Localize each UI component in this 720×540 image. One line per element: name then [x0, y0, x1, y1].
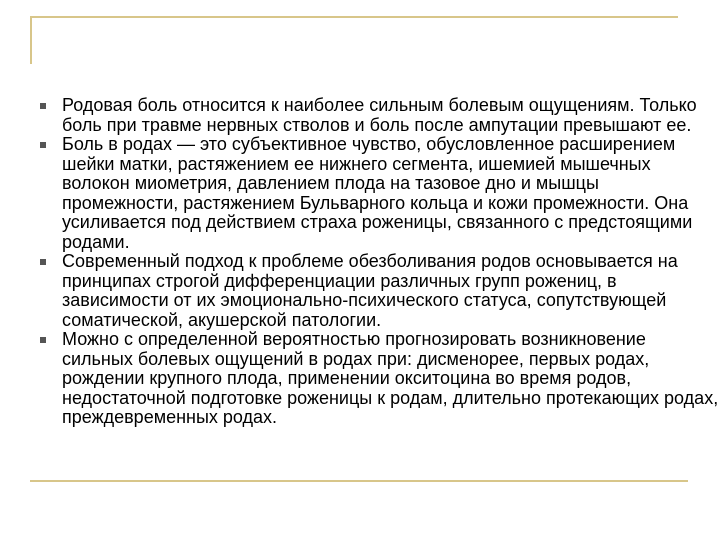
- decorative-left-line: [30, 16, 32, 64]
- bullet-text: Боль в родах — это субъективное чувство, обусловленное расширением шейки матки, растяжением ее нижнего сегмента, ишемией мышечных волокон миометрия, давлением плода на тазовое дно и мышцы промежности, растяжением Бульварного кольца и кожи промежности. Она усиливается под действием страха роженицы, связанного с предстоящими родами.: [62, 134, 693, 252]
- bullet-text: Можно с определенной вероятностью прогнозировать возникновение сильных болевых ощущений в родах при: дисменорее, первых родах, рождении крупного плода, применении окситоцина во время родов, недостаточной подготовке роженицы к родам, длительно протекающих родах, преждевременных родах.: [62, 329, 719, 427]
- slide-content: [40, 96, 720, 428]
- bullet-list: [40, 96, 720, 428]
- square-bullet-icon: [40, 337, 46, 343]
- square-bullet-icon: [40, 103, 46, 109]
- list-item: [40, 135, 720, 252]
- bullet-text: Современный подход к проблеме обезболивания родов основывается на принципах строгой дифференциации различных групп рожениц, в зависимости от их эмоционально-психического статуса, сопутствующей соматической, акушерской патологии.: [62, 251, 678, 330]
- decorative-bottom-line: [30, 480, 688, 482]
- bullet-text: Родовая боль относится к наиболее сильным болевым ощущениям. Только боль при травме нервных стволов и боль после ампутации превышают ее.: [62, 95, 697, 135]
- list-item: [40, 252, 720, 330]
- list-item: [40, 96, 720, 135]
- list-item: [40, 330, 720, 428]
- square-bullet-icon: [40, 259, 46, 265]
- square-bullet-icon: [40, 142, 46, 148]
- decorative-top-line: [30, 16, 678, 18]
